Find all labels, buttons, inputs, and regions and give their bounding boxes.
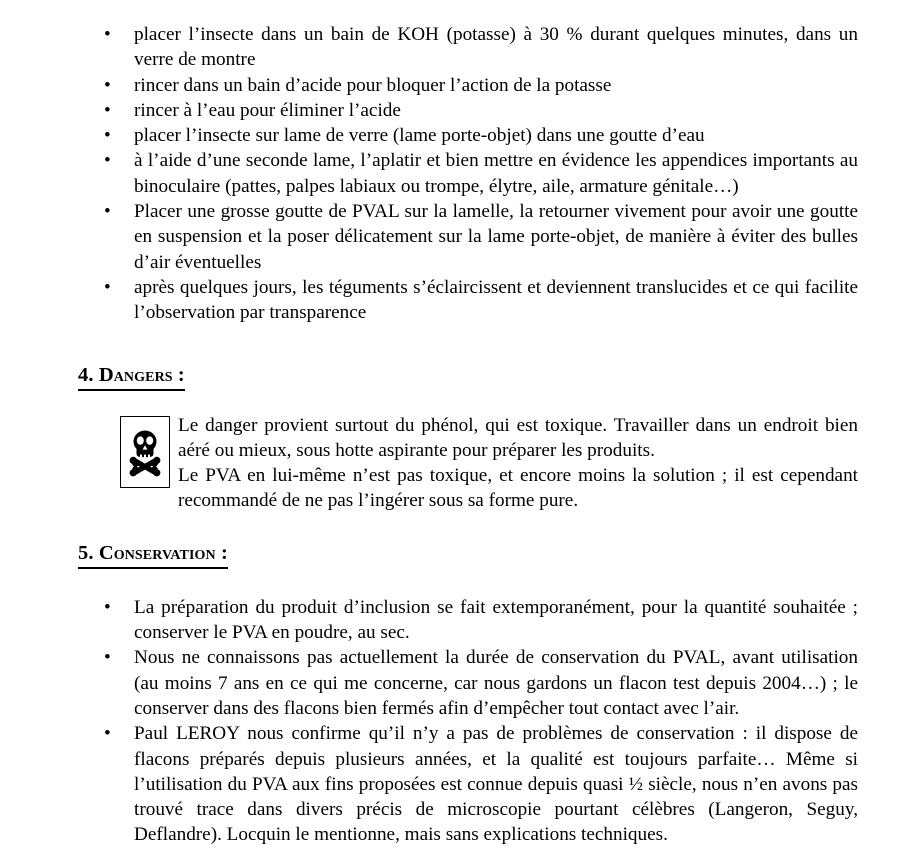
list-item-text: après quelques jours, les téguments s’éclaircissent et deviennent translucides et ce qui facilite l’observation par transparence <box>134 276 858 324</box>
bullet-icon: • <box>104 150 111 172</box>
section-number: 5. <box>78 541 94 564</box>
list-item-text: placer l’insecte sur lame de verre (lame porte-objet) dans une goutte d’eau <box>134 125 705 147</box>
list-item-text: La préparation du produit d’inclusion se fait extemporanément, pour la quantité souhaitée ; conserver le PVA en poudre, au sec. <box>134 596 858 644</box>
list-item-text: Paul LEROY nous confirme qu’il n’y a pas de problèmes de conservation : il dispose de flacons préparés depuis plusieurs années, et la qualité est toujours parfaite… Même si l’utilisation du PVA aux fins proposées est connue depuis quasi ½ siècle, nous n’en avons pas trouvé trace dans divers précis de microscopie pourtant célèbres (Langeron, Seguy, Deflandre). Locquin le mentionne, mais sans explications techniques. <box>134 723 858 846</box>
bullet-icon: • <box>104 723 111 745</box>
list-item-text: rincer à l’eau pour éliminer l’acide <box>134 99 401 121</box>
section-title: Dangers <box>98 363 173 386</box>
bullet-icon: • <box>104 74 111 96</box>
list-item-text: à l’aide d’une seconde lame, l’aplatir et bien mettre en évidence les appendices importants au binoculaire (pattes, palpes labiaux ou trompe, élytre, aile, armature génitale…) <box>134 150 858 197</box>
bullet-icon: • <box>104 125 111 147</box>
heading-to-list-gap <box>0 569 898 595</box>
bullet-icon: • <box>104 24 111 45</box>
list-item <box>0 275 898 326</box>
section-gap <box>0 326 898 362</box>
list-item <box>0 98 898 123</box>
danger-paragraph-2-text: Le PVA en lui-même n’est pas toxique, et encore moins la solution ; il est cependant recommandé de ne pas l’ingérer sous sa forme pure. <box>178 465 858 512</box>
skull-and-crossbones-glyph <box>126 427 164 477</box>
list-item <box>0 595 898 646</box>
list-item <box>0 73 898 98</box>
list-item <box>0 721 898 847</box>
section-number: 4. <box>78 363 94 386</box>
list-item-text: Nous ne connaissons pas actuellement la durée de conservation du PVAL, avant utilisation (au moins 7 ans en ce qui me concerne, car nous gardons un flacon test depuis 2004…) ; le conserver dans des flacons bien fermés afin d’empêcher tout contact avec l’air. <box>134 647 858 719</box>
section-heading-conservation <box>0 540 898 569</box>
section-gap-2 <box>0 514 898 540</box>
heading-underline-wrapper <box>78 540 228 569</box>
bullet-icon: • <box>104 596 111 618</box>
bullet-icon: • <box>104 99 111 121</box>
danger-block <box>0 413 898 514</box>
list-item <box>0 148 898 199</box>
section-title: Conservation <box>98 541 216 564</box>
danger-paragraph-1: Le danger provient surtout du phénol, qui est toxique. Travailler dans un endroit bien aéré ou mieux, sous hotte aspirante pour préparer les produits. <box>178 414 858 461</box>
skull-and-crossbones-icon <box>120 416 170 488</box>
top-spacer <box>0 0 898 14</box>
section-heading-dangers <box>0 362 898 391</box>
bullet-icon: • <box>104 201 111 223</box>
list-item-text: placer l’insecte dans un bain de KOH (potasse) à 30 % durant quelques minutes, dans un verre de montre <box>134 24 858 71</box>
heading-underline-wrapper <box>78 362 185 391</box>
list-item <box>0 22 898 73</box>
list-item <box>0 645 898 721</box>
procedure-bullet-list <box>0 22 898 326</box>
section-colon: : <box>215 541 228 564</box>
list-item-text: Placer une grosse goutte de PVAL sur la lamelle, la retourner vivement pour avoir une goutte en suspension et la poser délicatement sur la lame porte-objet, de manière à éviter des bulles d’air éventuelles <box>134 201 858 273</box>
conservation-bullet-list <box>0 595 898 848</box>
list-item <box>0 199 898 275</box>
bullet-icon: • <box>104 276 111 298</box>
section-colon: : <box>172 363 185 386</box>
list-item <box>0 123 898 148</box>
list-item-text: rincer dans un bain d’acide pour bloquer l’action de la potasse <box>134 74 612 96</box>
bullet-icon: • <box>104 647 111 669</box>
